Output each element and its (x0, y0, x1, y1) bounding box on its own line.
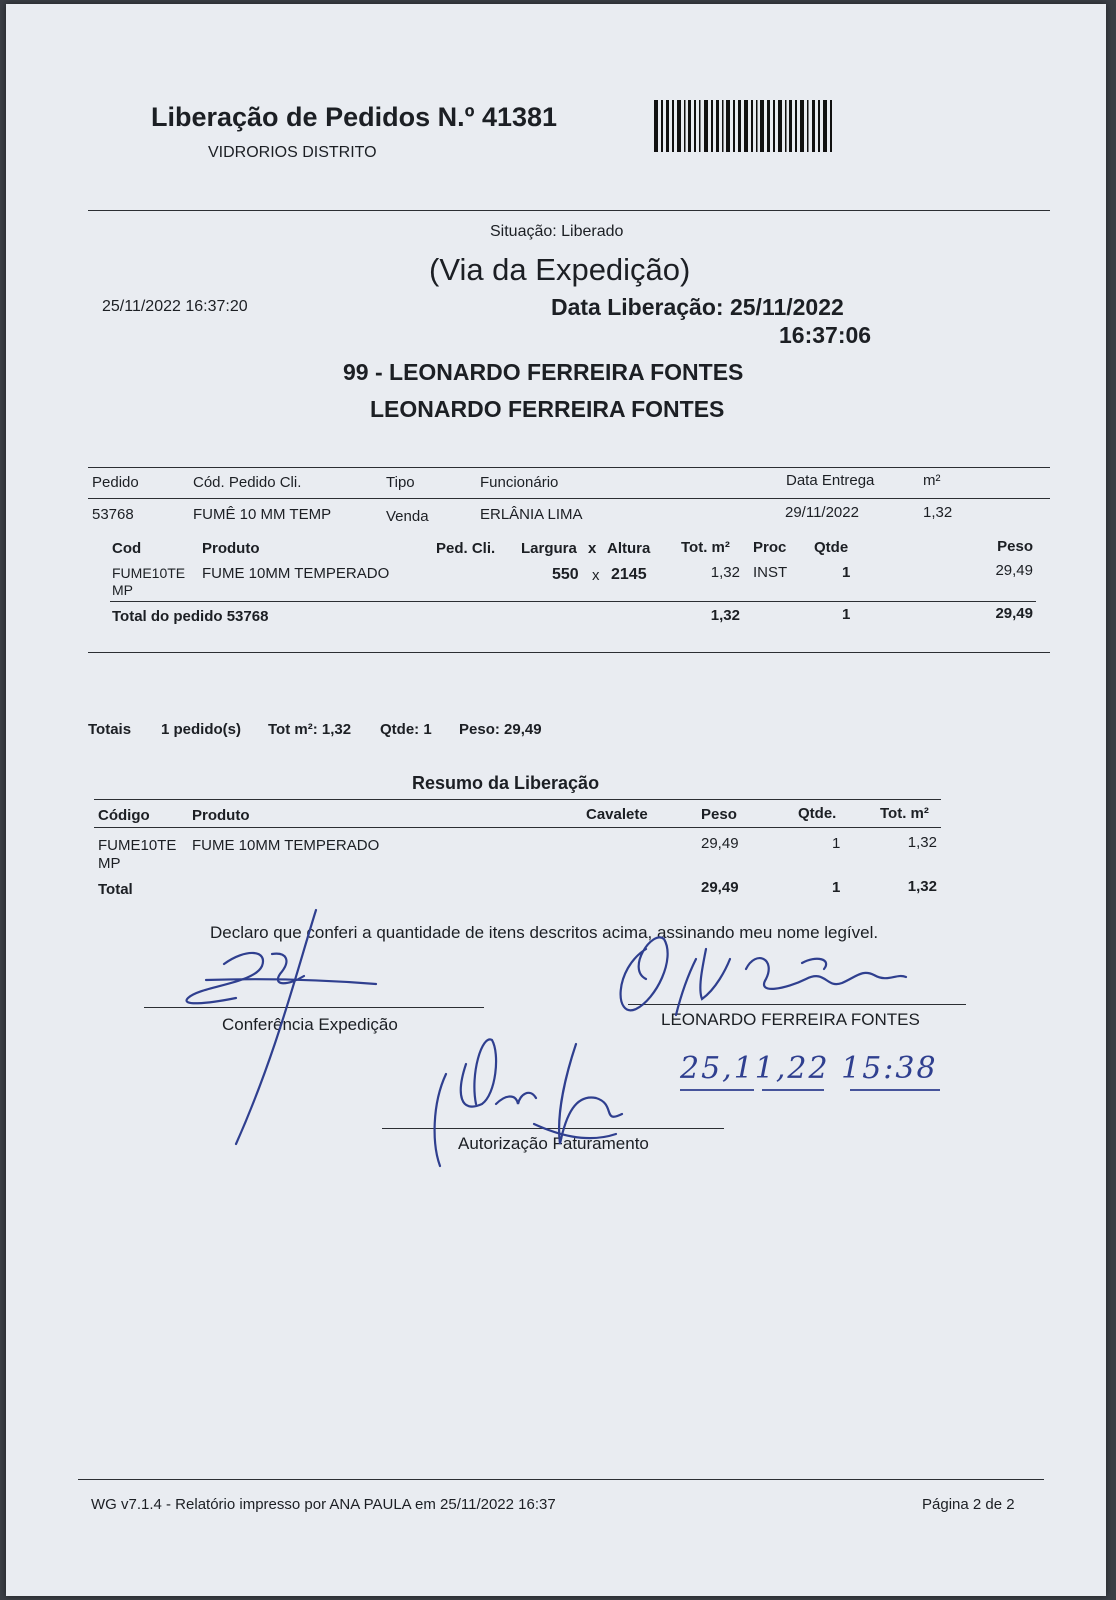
item-produto: FUME 10MM TEMPERADO (202, 565, 390, 582)
col-produto-header: Produto (202, 540, 260, 557)
totals-pedidos: 1 pedido(s) (161, 721, 242, 738)
col-cod-pedido-cli-header: Cód. Pedido Cli. (193, 474, 302, 491)
cliente-name-label: LEONARDO FERREIRA FONTES (661, 1010, 920, 1029)
page-number: Página 2 de 2 (922, 1496, 1015, 1513)
cliente-signature (606, 929, 936, 1029)
handwritten-date-underline (676, 1086, 946, 1094)
hora-liberacao: 16:37:06 (779, 322, 872, 348)
item-largura: 550 (552, 566, 579, 583)
col-tipo-header: Tipo (386, 474, 415, 491)
item-proc: INST (753, 564, 788, 581)
col-ped-cli-header: Ped. Cli. (436, 540, 496, 557)
summary-col-peso: Peso (701, 806, 737, 823)
order-cod-pedido-cli-value: FUMÊ 10 MM TEMP (193, 506, 332, 523)
item-cod-line2: MP (112, 582, 133, 598)
summary-col-tot-m2: Tot. m² (880, 805, 929, 822)
item-x: x (592, 567, 600, 584)
summary-produto: FUME 10MM TEMPERADO (192, 837, 380, 854)
order-funcionario-value: ERLÂNIA LIMA (480, 506, 583, 523)
summary-col-cavalete: Cavalete (586, 806, 648, 823)
document-page (6, 4, 1106, 1596)
summary-header-rule (94, 827, 941, 828)
item-total-rule (110, 601, 1036, 602)
summary-peso: 29,49 (701, 835, 739, 852)
summary-col-produto: Produto (192, 807, 250, 824)
summary-total-tot-m2: 1,32 (907, 878, 937, 895)
summary-col-codigo: Código (98, 807, 150, 824)
item-peso: 29,49 (995, 562, 1033, 579)
footer-rule (78, 1479, 1044, 1480)
col-peso-header: Peso (997, 538, 1033, 555)
company-name: VIDRORIOS DISTRITO (208, 144, 377, 161)
declaration-text: Declaro que conferi a quantidade de itens descritos acima, assinando meu nome legível. (210, 923, 879, 942)
situacao-status: Situação: Liberado (490, 223, 624, 240)
item-qtde: 1 (842, 564, 851, 581)
summary-total-label: Total (98, 881, 133, 898)
col-x-header: x (588, 540, 597, 557)
totals-qtde: Qtde: 1 (380, 721, 432, 738)
col-data-entrega-header: Data Entrega (786, 472, 875, 489)
summary-title: Resumo da Liberação (412, 773, 600, 793)
col-pedido-header: Pedido (92, 474, 139, 491)
col-largura-header: Largura (521, 540, 577, 557)
order-pedido-value: 53768 (92, 506, 134, 523)
col-tot-m2-header: Tot. m² (681, 539, 730, 556)
col-proc-header: Proc (753, 539, 787, 556)
order-data-entrega-value: 29/11/2022 (785, 504, 859, 521)
item-tot-m2: 1,32 (710, 564, 740, 581)
summary-qtde: 1 (832, 835, 841, 852)
order-tipo-value: Venda (386, 508, 429, 525)
data-liberacao: Data Liberação: 25/11/2022 (551, 294, 844, 320)
summary-total-qtde: 1 (832, 879, 841, 896)
summary-top-rule (94, 799, 941, 800)
summary-col-qtde: Qtde. (798, 805, 837, 822)
order-m2-value: 1,32 (923, 504, 953, 521)
barcode (654, 100, 832, 152)
summary-codigo-line2: MP (98, 855, 121, 872)
autorizacao-signature (426, 1034, 646, 1174)
summary-total-peso: 29,49 (701, 879, 739, 896)
summary-tot-m2: 1,32 (907, 834, 937, 851)
item-total-label: Total do pedido 53768 (112, 608, 269, 625)
order-table-top-rule (88, 467, 1050, 468)
client-line-2: LEONARDO FERREIRA FONTES (370, 396, 725, 422)
item-cod-line1: FUME10TE (112, 565, 186, 581)
totals-tot-m2: Tot m²: 1,32 (268, 721, 352, 738)
print-datetime: 25/11/2022 16:37:20 (102, 298, 248, 315)
document-title: Liberação de Pedidos N.º 41381 (151, 102, 558, 132)
item-total-tot-m2: 1,32 (710, 607, 740, 624)
totals-peso: Peso: 29,49 (459, 721, 542, 738)
summary-codigo-line1: FUME10TE (98, 837, 177, 854)
item-total-qtde: 1 (842, 606, 851, 623)
autorizacao-label: Autorização Faturamento (458, 1134, 649, 1153)
col-funcionario-header: Funcionário (480, 474, 559, 491)
via-label: (Via da Expedição) (429, 252, 691, 287)
order-block-bottom-rule (88, 652, 1050, 653)
col-cod-header: Cod (112, 540, 142, 557)
col-altura-header: Altura (607, 540, 651, 557)
col-m2-header: m² (923, 472, 941, 489)
conferencia-signature (176, 904, 406, 1154)
footer-print-info: WG v7.1.4 - Relatório impresso por ANA PAULA em 25/11/2022 16:37 (91, 1496, 556, 1513)
header-divider (88, 210, 1050, 211)
item-total-peso: 29,49 (995, 605, 1033, 622)
item-altura: 2145 (611, 566, 647, 583)
totals-label: Totais (88, 721, 132, 738)
order-table-header-rule (88, 498, 1050, 499)
handwritten-date: 25,11,22 15:38 (680, 1051, 938, 1086)
client-line-1: 99 - LEONARDO FERREIRA FONTES (343, 359, 744, 385)
conferencia-label: Conferência Expedição (222, 1015, 398, 1034)
col-qtde-header: Qtde (814, 539, 849, 556)
